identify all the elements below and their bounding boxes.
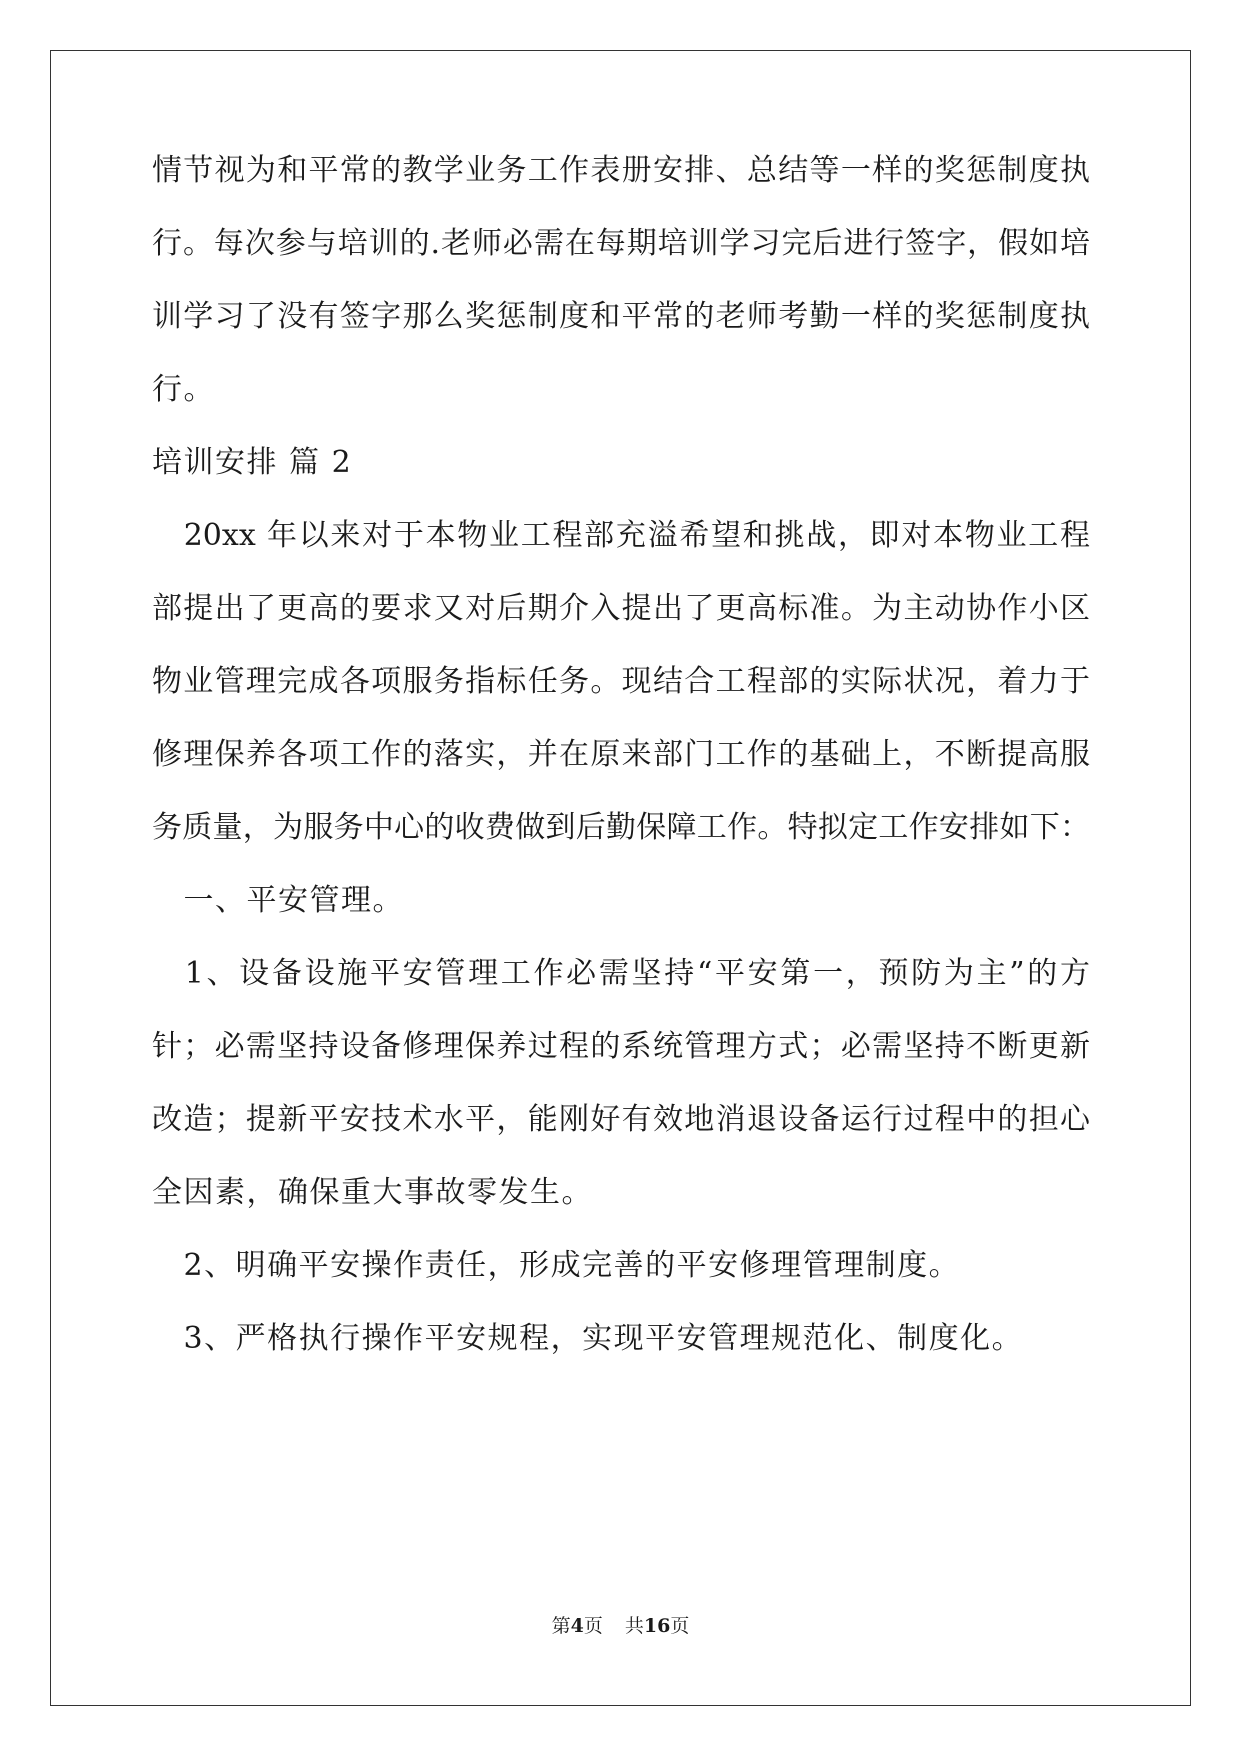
page-footer bbox=[0, 1614, 1241, 1638]
total-suffix: 页 bbox=[670, 1615, 690, 1637]
total-prefix: 共 bbox=[624, 1615, 644, 1637]
page-suffix: 页 bbox=[583, 1615, 603, 1637]
text-line-1: 情节视为和平常的教学业务工作表册安排、总结等一样的奖惩制度执 bbox=[152, 153, 1090, 188]
text-line-10: 务质量，为服务中心的收费做到后勤保障工作。特拟定工作安排如下： bbox=[152, 810, 1090, 845]
page-total: 16 bbox=[643, 1615, 671, 1637]
section-heading: 培训安排 篇 2 bbox=[152, 445, 353, 480]
text-line-17: 3、严格执行操作平安规程，实现平安管理规范化、制度化。 bbox=[152, 1321, 1024, 1356]
text-line-2: 行。每次参与培训的.老师必需在每期培训学习完后进行签字，假如培 bbox=[152, 226, 1090, 261]
text-line-14: 改造；提新平安技术水平，能刚好有效地消退设备运行过程中的担心 bbox=[152, 1102, 1090, 1137]
text-line-4: 行。 bbox=[152, 372, 215, 407]
text-line-9: 修理保养各项工作的落实，并在原来部门工作的基础上，不断提高服 bbox=[152, 737, 1090, 772]
page-prefix: 第 bbox=[551, 1615, 571, 1637]
text-line-7: 部提出了更高的要求又对后期介入提出了更高标准。为主动协作小区 bbox=[152, 591, 1090, 626]
text-line-13: 针；必需坚持设备修理保养过程的系统管理方式；必需坚持不断更新 bbox=[152, 1029, 1090, 1064]
page-current: 4 bbox=[570, 1615, 584, 1637]
text-line-3: 训学习了没有签字那么奖惩制度和平常的老师考勤一样的奖惩制度执 bbox=[152, 299, 1090, 334]
text-line-15: 全因素，确保重大事故零发生。 bbox=[152, 1175, 593, 1210]
text-line-8: 物业管理完成各项服务指标任务。现结合工程部的实际状况，着力于 bbox=[152, 664, 1090, 699]
text-line-16: 2、明确平安操作责任，形成完善的平安修理管理制度。 bbox=[152, 1248, 961, 1283]
text-line-6: 20xx 年以来对于本物业工程部充溢希望和挑战，即对本物业工程 bbox=[152, 518, 1090, 553]
text-line-12: 1、设备设施平安管理工作必需坚持“平安第一，预防为主”的方 bbox=[152, 956, 1090, 991]
subheading-safety: 一、平安管理。 bbox=[152, 883, 404, 918]
